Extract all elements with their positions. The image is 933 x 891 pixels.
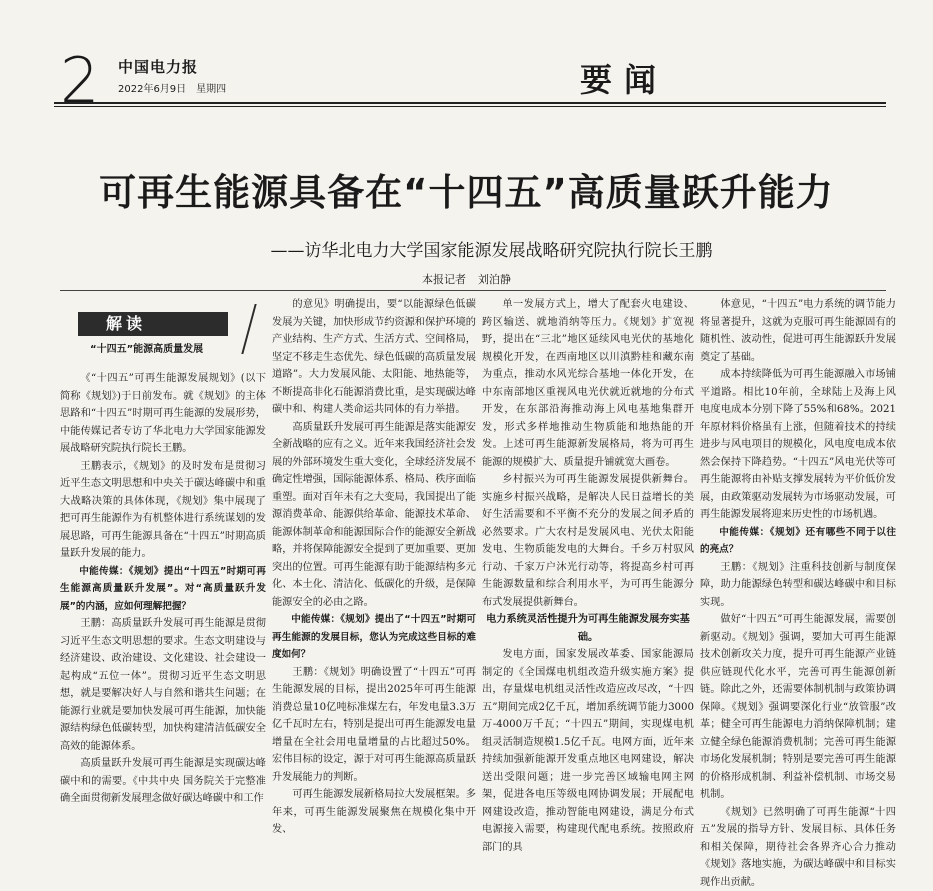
paragraph: 高质量跃升发展可再生能源是实现碳达峰碳中和的需要。《中共中央 国务院关于完整准确全面贯彻新发展理念做好碳达峰碳中和工作 <box>60 755 266 808</box>
newspaper-name: 中国电力报 <box>118 56 198 77</box>
paragraph: 《“十四五”可再生能源发展规划》(以下简称《规划》)于日前发布。就《规划》的主体思路和“十四五”时期可再生能源的发展形势，中能传媒记者专访了华北电力大学国家能源发展战略研究院执行院长王鹏。 <box>60 370 266 458</box>
paragraph: 发电方面，国家发展改革委、国家能源局制定的《全国煤电机组改造升级实施方案》提出，存量煤电机组灵活性改造应改尽改，“十四五”期间完成2亿千瓦，增加系统调节能力3000万-4000万千瓦；“十四五”期间，实现煤电机组灵活制造规模1.5亿千瓦。电网方面，近年来持续加强新能源开发重点地区电网建设，解决送出受限问题；进一步完善区域输电网主网架，促进各电压等级电网协调发展；开展配电网建设改造，推动智能电网建设，满足分布式电源接入需要，构建现代配电系统。按照政府部门的具 <box>482 646 694 856</box>
paragraph: 王鹏：高质量跃升发展可再生能源是贯彻习近平生态文明思想的要求。生态文明建设与经济建设、政治建设、文化建设、社会建设一起构成“五位一体”。贯彻习近平生态文明思想，就是要解决好人与自然和谐共生问题；在能源行业就是要加快发展可再生能源，加快能源结构绿色低碳转型，加快构建清洁低碳安全高效的能源体系。 <box>60 615 266 755</box>
section-lead: 电力系统灵活性提升为可再生能源发展夯实基础。 <box>482 611 694 646</box>
section-title: 要闻 <box>580 55 668 101</box>
paragraph: 的意见》明确提出，要“以能源绿色低碳发展为关键，加快形成节约资源和保护环境的产业结构、生产方式、生活方式、空间格局，坚定不移走生态优先、绿色低碳的高质量发展道路”。大力发展风能、太阳能、地热能等，不断提高非化石能源消费比重，是实现碳达峰碳中和、构建人类命运共同体的有力举措。 <box>272 296 476 419</box>
interview-question: 中能传媒：《规划》提出“十四五”时期可再生能源高质量跃升发展”。对“高质量跃升发展”的内涵，应如何理解把握？ <box>60 563 266 616</box>
publication-date: 2022年6月9日 星期四 <box>118 80 226 95</box>
byline-name: 刘泊静 <box>478 273 511 286</box>
paragraph: 成本持续降低为可再生能源融入市场铺平道路。相比10年前，全球陆上及海上风电度电成本分别下降了55%和68%。2021年原材料价格虽有上涨，但随着技术的持续进步与风电项目的规模化，风电度电成本依然会保持下降趋势。“十四五”风电光伏等可再生能源将由补贴支撑发展转为平价低价发展，由政策驱动发展转为市场驱动发展，可再生能源发展将迎来历史性的市场机遇。 <box>700 366 896 524</box>
paragraph: 高质量跃升发展可再生能源是落实能源安全新战略的应有之义。近年来我国经济社会发展的外部环境发生重大变化，全球经济发展不确定性增强，国际能源体系、格局、秩序面临重塑。面对百年未有之大变局，我国提出了能源消费革命、能源供给革命、能源技术革命、能源体制革命和能源国际合作的能源安全新战略，并将保障能源安全提到了更加重要、更加突出的位置。可再生能源有助于能源结构多元化、本土化、清洁化、低碳化的升级，是保障能源安全的必由之路。 <box>272 419 476 612</box>
paragraph: 王鹏：《规划》明确设置了“十四五”可再生能源发展的目标，提出2025年可再生能源消费总量10亿吨标准煤左右，年发电量3.3万亿千瓦时左右，特别是提出可再生能源发电量增量在全社会用电量增量的占比超过50%。宏伟目标的设定，源于对可再生能源高质量跃升发展能力的判断。 <box>272 664 476 787</box>
article-column-1 <box>60 370 266 808</box>
paragraph: 体意见，“十四五”电力系统的调节能力将显著提升，这就为克服可再生能源固有的随机性、波动性，促进可再生能源跃升发展奠定了基础。 <box>700 296 896 366</box>
article-column-2 <box>272 296 476 839</box>
byline-role: 本报记者 <box>422 273 466 286</box>
paragraph: 《规划》已然明确了可再生能源“十四五”发展的指导方针、发展目标、具体任务和相关保障，期待社会各界齐心合力推动《规划》落地实施，为碳达峰碳中和目标实现作出贡献。 <box>700 804 896 891</box>
article-column-3 <box>482 296 694 856</box>
badge-bar <box>78 312 228 336</box>
badge-subtitle: “十四五”能源高质量发展 <box>90 340 203 355</box>
paragraph: 做好“十四五”可再生能源发展，需要创新驱动。《规划》强调，要加大可再生能源技术创新攻关力度，提升可再生能源产业链供应链现代化水平，完善可再生能源创新链。除此之外，还需要体制机制与政策协调保障。《规划》强调要深化行业“放管服”改革；健全可再生能源电力消纳保障机制；建立健全绿色能源消费机制；完善可再生能源市场化发展机制；特别是要完善可再生能源的价格形成机制、利益补偿机制、市场交易机制。 <box>700 611 896 804</box>
article-headline: 可再生能源具备在“十四五”高质量跃升能力 <box>0 162 933 216</box>
page-number: 2 <box>60 50 99 112</box>
paragraph: 王鹏表示，《规划》的及时发布是贯彻习近平生态文明思想和中央关于碳达峰碳中和重大战略决策的具体体现，《规划》集中展现了把可再生能源作为有机整体进行系统谋划的发展思路，可再生能源具备在“十四五”时期高质量跃升发展的能力。 <box>60 458 266 563</box>
masthead-rule-thin <box>54 106 886 107</box>
article-subheadline: ——访华北电力大学国家能源发展战略研究院执行院长王鹏 <box>0 236 933 261</box>
column-badge <box>78 298 258 360</box>
byline-rule <box>60 290 886 291</box>
masthead-rule <box>54 102 886 104</box>
badge-title: 解读 <box>106 311 146 334</box>
interview-question: 中能传媒：《规划》还有哪些不同于以往的亮点？ <box>700 524 896 559</box>
paragraph: 王鹏：《规划》注重科技创新与制度保障，助力能源绿色转型和碳达峰碳中和目标实现。 <box>700 559 896 612</box>
interview-question: 中能传媒：《规划》提出了“十四五”时期可再生能源的发展目标，您认为完成这些目标的难度如何？ <box>272 611 476 664</box>
byline <box>0 271 933 287</box>
article-column-4 <box>700 296 896 891</box>
paragraph: 乡村振兴为可再生能源发展提供新舞台。实施乡村振兴战略，是解决人民日益增长的美好生活需要和不平衡不充分的发展之间矛盾的必然要求。广大农村是发展风电、光伏太阳能发电、生物质能发电的大舞台。千乡万村驭风行动、千家万户沐光行动等，将提高乡村可再生能源数量和综合利用水平，为可再生能源分布式发展提供新舞台。 <box>482 471 694 611</box>
paragraph: 可再生能源发展新格局拉大发展框架。多年来，可再生能源发展聚焦在规模化集中开发、 <box>272 786 476 839</box>
paragraph: 单一发展方式上，增大了配套火电建设、跨区输送、就地消纳等压力。《规划》扩宽视野，提出在“三北”地区延续风电光伏的基地化规模化开发，在西南地区以川滇黔桂和藏东南为重点，推动水风光综合基地一体化开发，在中东南部地区重视风电光伏就近就地的分布式开发，在东部沿海推动海上风电基地集群开发，形式多样地推动生物质能和地热能的开发。上述可再生能源新发展格局，将为可再生能源的规模扩大、质量提升铺就宽大画卷。 <box>482 296 694 471</box>
